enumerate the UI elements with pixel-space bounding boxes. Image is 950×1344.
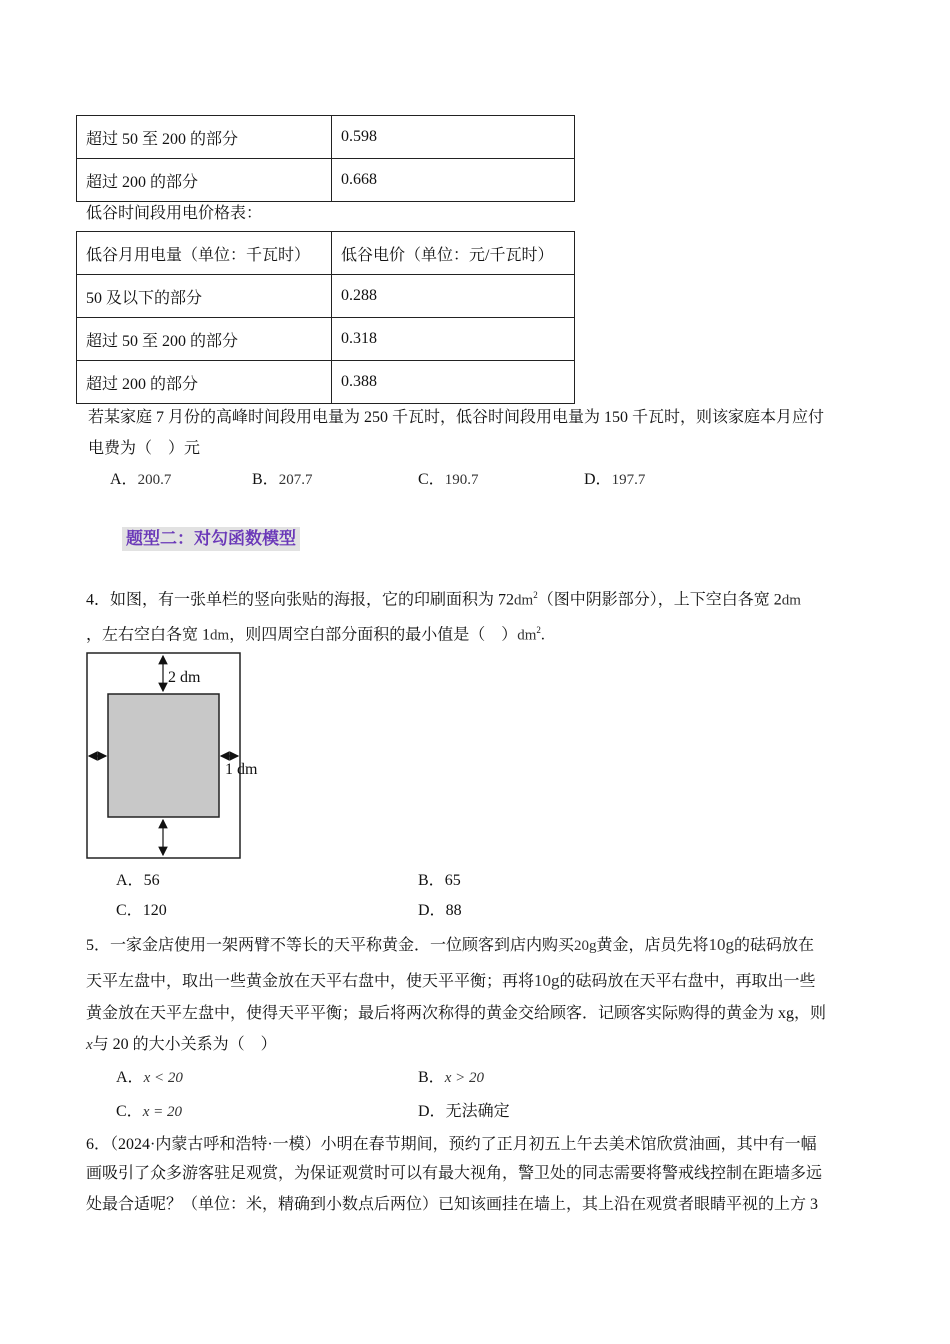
q4-option-d (418, 901, 462, 921)
q6-text-line-2: 画吸引了众多游客驻足观赏，为保证观赏时可以有最大视角，警卫处的同志需要将警戒线控制在距墙多远 (86, 1165, 823, 1182)
table-cell: 0.318 (332, 318, 575, 361)
unit-superscript: 2 (533, 590, 538, 600)
option-value: 无法确定 (445, 1103, 510, 1120)
option-label: C． (116, 902, 143, 919)
offpeak-price-table (76, 231, 575, 404)
table-cell: 0.388 (332, 361, 575, 404)
unit-text: dm (517, 627, 537, 644)
q5-option-c (116, 1102, 182, 1122)
math-variable: x (86, 1037, 93, 1053)
q3-option-d (584, 470, 645, 490)
q3-text-line-2: 电费为（ ）元 (88, 440, 201, 457)
q4-text: ，左右空白各宽 1 (86, 626, 211, 644)
unit-text: dm (781, 592, 801, 609)
unit-superscript: 2 (536, 625, 541, 635)
q5-option-b (418, 1068, 484, 1088)
q5-text-line-4 (86, 1035, 277, 1055)
q5-text: 的砝码放在天平右盘中，再取出一些 (559, 973, 816, 990)
math-value: 10g (534, 971, 560, 990)
q5-text: 5．一家金店使用一架两臂不等长的天平称黄金．一位顾客到店内购买 (86, 937, 575, 954)
top-margin-label: 2 dm (168, 669, 201, 686)
option-value: 88 (445, 902, 462, 919)
unit-text: dm (210, 627, 230, 644)
option-value: x > 20 (444, 1070, 484, 1086)
option-label: D． (418, 902, 446, 919)
q5-option-d (418, 1102, 510, 1122)
table-row (77, 275, 575, 318)
option-value: x < 20 (143, 1070, 183, 1086)
option-value: 207.7 (278, 472, 313, 488)
q3-option-c (418, 470, 478, 490)
offpeak-table-caption: 低谷时间段用电价格表： (86, 205, 263, 222)
table-row (77, 361, 575, 404)
option-value: 200.7 (137, 472, 172, 488)
q4-option-a (116, 871, 160, 891)
table-cell: 50 及以下的部分 (77, 275, 332, 318)
q3-option-a (110, 470, 171, 490)
option-value: 65 (444, 872, 461, 889)
q4-text-line-1 (86, 585, 801, 610)
option-value: x = 20 (142, 1104, 182, 1120)
side-margin-label: 1 dm (225, 761, 258, 778)
q5-text: 黄金，店员先将 (596, 937, 709, 954)
option-label: C． (418, 471, 445, 488)
section-title (122, 524, 300, 549)
q5-text-line-3: 黄金放在天平左盘中，使得天平平衡；最后将两次称得的黄金交给顾客．记顾客实际购得的黄金为 xg，则 (86, 1005, 827, 1022)
peak-price-table (76, 115, 575, 202)
option-label: D． (584, 471, 612, 488)
option-label: A． (116, 1069, 144, 1086)
table-cell: 超过 200 的部分 (77, 361, 332, 404)
table-cell: 0.598 (332, 116, 575, 159)
option-value: 190.7 (444, 472, 479, 488)
poster-figure (84, 650, 274, 862)
option-label: A． (116, 872, 144, 889)
math-value: 20g (574, 938, 597, 954)
table-header-cell: 低谷电价（单位：元/千瓦时） (332, 232, 575, 275)
unit-text: dm (514, 592, 534, 609)
option-label: C． (116, 1103, 143, 1120)
q3-option-b (252, 470, 312, 490)
q5-text-line-1 (86, 935, 814, 956)
q4-text: . (540, 626, 545, 644)
q4-option-b (418, 871, 461, 891)
table-header-cell: 低谷月用电量（单位：千瓦时） (77, 232, 332, 275)
option-label: A． (110, 471, 138, 488)
table-header-row (77, 232, 575, 275)
q4-text-line-2 (86, 620, 545, 645)
q4-text: 4．如图，有一张单栏的竖向张贴的海报，它的印刷面积为 72 (86, 591, 515, 609)
option-label: B． (418, 872, 445, 889)
q4-text: （图中阴影部分），上下空白各宽 2 (537, 591, 782, 609)
table-cell: 0.668 (332, 159, 575, 202)
q4-text: ，则四周空白部分面积的最小值是（ ） (229, 626, 518, 644)
q5-option-a (116, 1068, 183, 1088)
table-row (77, 116, 575, 159)
q4-option-c (116, 901, 167, 921)
option-label: B． (418, 1069, 445, 1086)
table-cell: 超过 50 至 200 的部分 (77, 318, 332, 361)
option-label: B． (252, 471, 279, 488)
print-area-shaded (108, 694, 219, 817)
q5-text: 的砝码放在 (734, 937, 815, 954)
q5-text-line-2 (86, 971, 816, 992)
option-value: 197.7 (611, 472, 646, 488)
option-value: 120 (142, 902, 167, 919)
table-cell: 超过 50 至 200 的部分 (77, 116, 332, 159)
table-row (77, 318, 575, 361)
option-label: D． (418, 1103, 446, 1120)
table-cell: 超过 200 的部分 (77, 159, 332, 202)
q3-text-line-1: 若某家庭 7 月份的高峰时间段用电量为 250 千瓦时，低谷时间段用电量为 150 千瓦时，则该家庭本月应付 (88, 409, 825, 426)
section-title-text: 题型二：对勾函数模型 (122, 527, 300, 551)
option-value: 56 (143, 872, 160, 889)
math-value: 10g (708, 935, 735, 954)
q5-text: 与 20 的大小关系为（ ） (92, 1036, 277, 1053)
table-row (77, 159, 575, 202)
q6-text-line-3: 处最合适呢？（单位：米，精确到小数点后两位）已知该画挂在墙上，其上沿在观赏者眼睛平视的上方 3 (86, 1196, 819, 1213)
table-cell: 0.288 (332, 275, 575, 318)
q6-text-line-1: 6．（2024·内蒙古呼和浩特·一模）小明在春节期间，预约了正月初五上午去美术馆欣赏油画，其中有一幅 (86, 1136, 817, 1153)
q5-text: 天平左盘中，取出一些黄金放在天平右盘中，使天平平衡；再将 (86, 973, 535, 990)
